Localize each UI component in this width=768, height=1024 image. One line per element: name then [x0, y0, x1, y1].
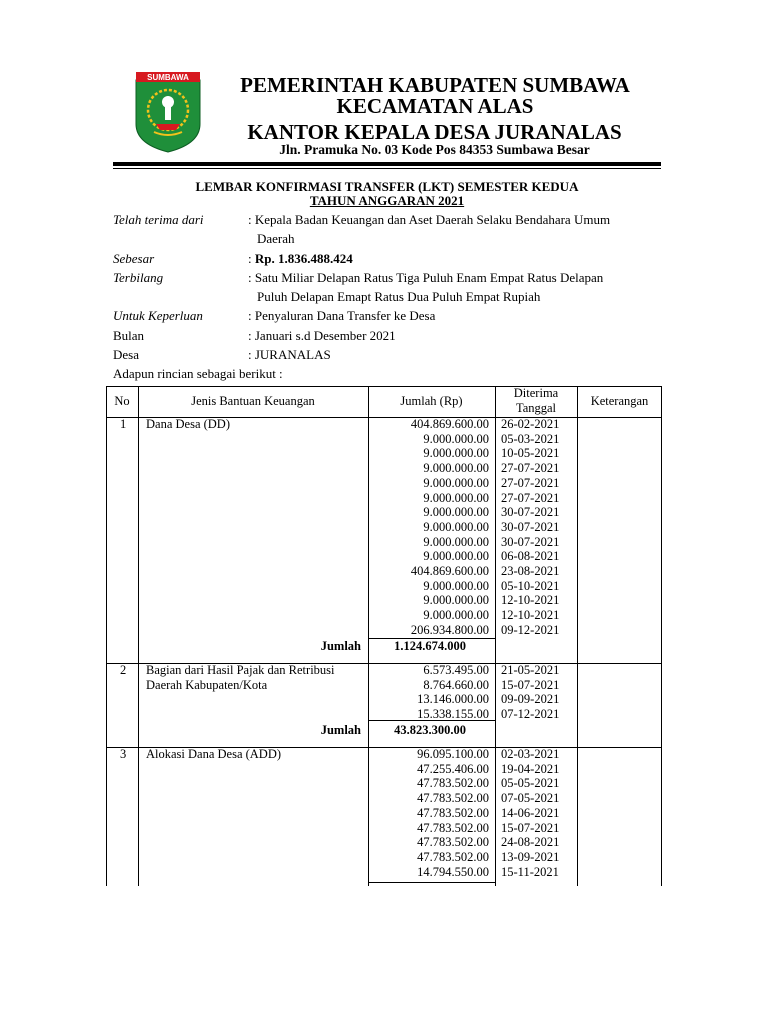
date-cell: 30-07-2021: [501, 505, 560, 520]
details-intro: Adapun rincian sebagai berikut :: [113, 366, 283, 381]
date-cell: 10-05-2021: [501, 446, 560, 461]
amount-cell: 9.000.000.00: [423, 505, 489, 520]
date-cell: 26-02-2021: [501, 417, 560, 431]
amount-cell: 9.000.000.00: [423, 578, 489, 593]
amount-cell: 6.573.495.00: [423, 663, 489, 677]
date-cell: 15-07-2021: [501, 820, 560, 835]
subtotal-value: 43.823.300.00: [394, 723, 466, 737]
date-cell: 13-09-2021: [501, 849, 560, 864]
amount-cell: 9.000.000.00: [423, 608, 489, 623]
row-no: 3: [120, 747, 127, 761]
amount-cell: 404.869.600.00: [410, 564, 489, 578]
amount-cell: 206.934.800.00: [410, 622, 489, 637]
amount-cell: 9.000.000.00: [423, 519, 489, 534]
date-cell: 27-07-2021: [501, 461, 560, 476]
row-no: 2: [120, 663, 127, 677]
purpose-value: : Penyaluran Dana Transfer ke Desa: [248, 308, 436, 323]
date-cell: 12-10-2021: [501, 608, 560, 623]
amount-cell: 14.794.550.00: [417, 864, 489, 879]
date-cell: 30-07-2021: [501, 534, 560, 549]
date-cell: 05-10-2021: [501, 578, 560, 593]
subtotal-value: 1.124.674.000: [394, 639, 466, 653]
row-no: 1: [120, 417, 127, 431]
header-diterima: Diterima: [513, 386, 559, 400]
date-cell: 12-10-2021: [501, 593, 560, 608]
letterhead-line-2: KECAMATAN ALAS: [336, 94, 534, 118]
date-cell: 24-08-2021: [501, 835, 560, 850]
month-label: Bulan: [113, 328, 145, 343]
amount-cell: 15.338.155.00: [417, 707, 489, 722]
amount-value: Rp. 1.836.488.424: [254, 251, 353, 266]
amount-cell: 9.000.000.00: [423, 431, 489, 446]
col-line: [106, 386, 107, 886]
amount-cell: 47.783.502.00: [417, 849, 489, 864]
transfer-table: [106, 386, 662, 886]
date-cell: 21-05-2021: [501, 663, 560, 677]
date-cell: 02-03-2021: [501, 747, 560, 761]
village-label: Desa: [113, 347, 139, 362]
amount-cell: 9.000.000.00: [423, 593, 489, 608]
date-cell: 30-07-2021: [501, 519, 560, 534]
col-line: [138, 386, 139, 886]
date-cell: 07-05-2021: [501, 791, 560, 806]
date-cell: 09-09-2021: [501, 692, 560, 707]
amount-cell: 9.000.000.00: [423, 461, 489, 476]
date-cell: 19-04-2021: [501, 761, 560, 776]
header-keterangan: Keterangan: [590, 394, 649, 408]
header-no: No: [114, 394, 130, 408]
date-cell: 07-12-2021: [501, 707, 560, 722]
document-subtitle: TAHUN ANGGARAN 2021: [309, 193, 465, 208]
assistance-type: Alokasi Dana Desa (ADD): [146, 747, 282, 761]
row-line: [106, 386, 662, 387]
subtotal-label: Jumlah: [320, 639, 361, 653]
date-cell: 05-05-2021: [501, 776, 560, 791]
date-cell: 14-06-2021: [501, 805, 560, 820]
col-line: [661, 386, 662, 886]
amount-cell: 47.783.502.00: [417, 776, 489, 791]
subtotal-label: Jumlah: [320, 723, 361, 737]
date-cell: 15-11-2021: [501, 864, 559, 879]
amount-cell: 9.000.000.00: [423, 549, 489, 564]
letterhead-line-3: KANTOR KEPALA DESA JURANALAS: [247, 120, 622, 144]
spelled-value-cont: Puluh Delapan Emapt Ratus Dua Puluh Empat Rupiah: [257, 289, 541, 304]
logo-text: SUMBAWA: [147, 73, 189, 82]
received-from-value: : Kepala Badan Keuangan dan Aset Daerah Selaku Bendahara Umum: [248, 212, 611, 227]
village-value: : JURANALAS: [248, 347, 331, 362]
col-line: [495, 386, 496, 886]
sumbawa-emblem-logo: [132, 72, 204, 154]
letterhead-line-1: PEMERINTAH KABUPATEN SUMBAWA: [240, 73, 630, 97]
letterhead-address: Jln. Pramuka No. 03 Kode Pos 84353 Sumbawa Besar: [279, 142, 590, 157]
letterhead-rule-thick: [113, 162, 661, 166]
assistance-type: Dana Desa (DD): [146, 417, 230, 431]
header-jumlah: Jumlah (Rp): [400, 394, 463, 408]
document-title: LEMBAR KONFIRMASI TRANSFER (LKT) SEMESTER KEDUA: [195, 179, 579, 194]
amount-cell: 9.000.000.00: [423, 446, 489, 461]
amount-cell: 47.783.502.00: [417, 791, 489, 806]
date-cell: 09-12-2021: [501, 622, 560, 637]
amount-cell: 8.764.660.00: [423, 677, 489, 692]
letterhead-rule-thin: [113, 168, 661, 169]
date-cell: 06-08-2021: [501, 549, 560, 564]
row-line: [368, 882, 496, 883]
amount-cell: 404.869.600.00: [410, 417, 489, 431]
assistance-type-cont: Daerah Kabupaten/Kota: [146, 678, 268, 692]
amount-label: Sebesar: [113, 251, 155, 266]
col-line: [368, 386, 369, 886]
amount-cell: 96.095.100.00: [417, 747, 489, 761]
month-value: : Januari s.d Desember 2021: [248, 328, 396, 343]
date-cell: 23-08-2021: [501, 564, 560, 578]
amount-value-row: : Rp. 1.836.488.424: [248, 251, 353, 266]
header-jenis: Jenis Bantuan Keuangan: [191, 394, 315, 408]
amount-cell: 47.783.502.00: [417, 835, 489, 850]
date-cell: 27-07-2021: [501, 475, 560, 490]
spelled-label: Terbilang: [113, 270, 164, 285]
amount-cell: 9.000.000.00: [423, 475, 489, 490]
amount-cell: 47.783.502.00: [417, 805, 489, 820]
date-cell: 05-03-2021: [501, 431, 560, 446]
amount-cell: 47.783.502.00: [417, 820, 489, 835]
received-from-value-cont: Daerah: [257, 231, 295, 246]
received-from-label: Telah terima dari: [113, 212, 204, 227]
date-cell: 15-07-2021: [501, 677, 560, 692]
header-tanggal: Tanggal: [515, 401, 557, 415]
amount-cell: 9.000.000.00: [423, 534, 489, 549]
amount-cell: 9.000.000.00: [423, 490, 489, 505]
date-cell: 27-07-2021: [501, 490, 560, 505]
amount-cell: 13.146.000.00: [417, 692, 489, 707]
spelled-value: : Satu Miliar Delapan Ratus Tiga Puluh Enam Empat Ratus Delapan: [248, 270, 604, 285]
assistance-type: Bagian dari Hasil Pajak dan Retribusi: [146, 663, 335, 677]
amount-cell: 47.255.406.00: [417, 761, 489, 776]
purpose-label: Untuk Keperluan: [113, 308, 203, 323]
